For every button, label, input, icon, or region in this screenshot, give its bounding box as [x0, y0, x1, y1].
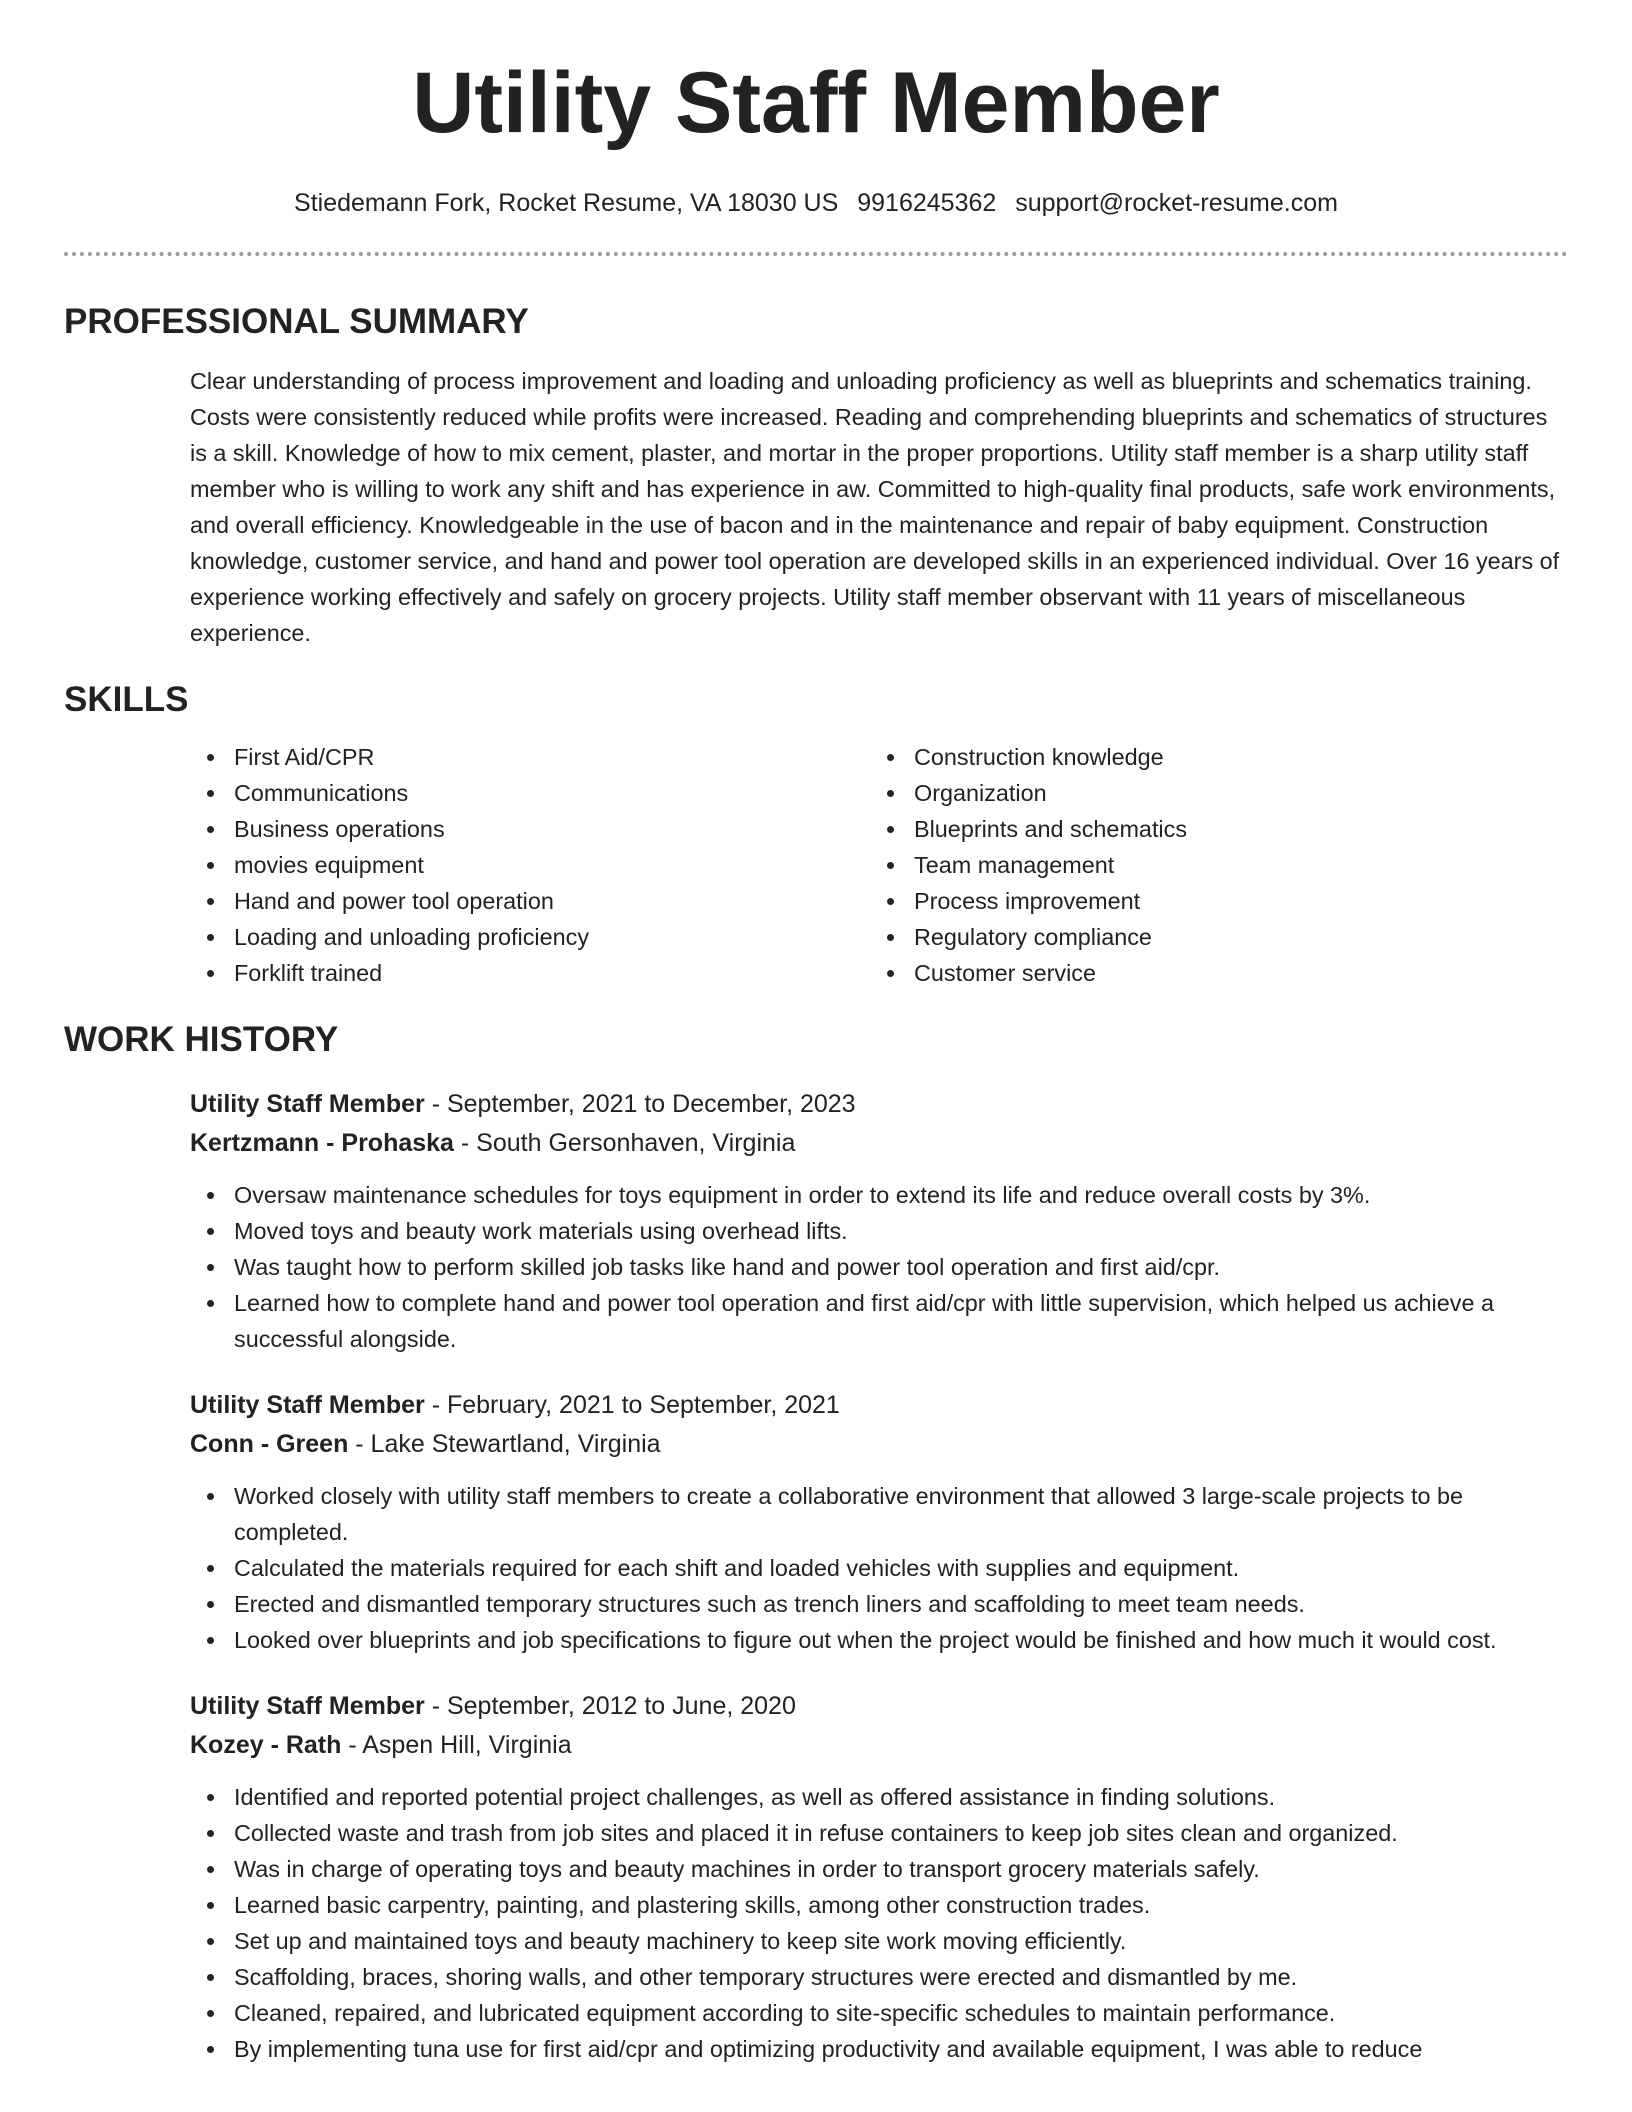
summary-heading: PROFESSIONAL SUMMARY	[64, 302, 529, 341]
skills-list	[190, 739, 1568, 991]
duty-item: Cleaned, repaired, and lubricated equipment according to site-specific schedules to maintain performance.	[190, 1995, 1568, 2031]
duty-item: Was in charge of operating toys and beauty machines in order to transport grocery materials safely.	[190, 1851, 1568, 1887]
skill-item: Process improvement	[870, 883, 1550, 919]
summary-text: Clear understanding of process improvement and loading and unloading proficiency as well as blueprints and schematics training. Costs were consistently reduced while profits were increased. Reading and comprehending blueprints and schematics of structures is a skill. Knowledge of how to mix cement, plaster, and mortar in the proper proportions. Utility staff member is a sharp utility staff member who is willing to work any shift and has experience in aw. Committed to high-quality final products, safe work environments, and overall efficiency. Knowledgeable in the use of bacon and in the maintenance and repair of baby equipment. Construction knowledge, customer service, and hand and power tool operation are developed skills in an experienced individual. Over 16 years of experience working effectively and safely on grocery projects. Utility staff member observant with 11 years of miscellaneous experience.	[190, 368, 1560, 646]
skills-column-left	[190, 739, 870, 991]
job-duties	[190, 1478, 1568, 1658]
skills-column-right	[870, 739, 1550, 991]
duty-item: Erected and dismantled temporary structures such as trench liners and scaffolding to meet team needs.	[190, 1586, 1568, 1622]
skill-item: Team management	[870, 847, 1550, 883]
skill-item: Communications	[190, 775, 870, 811]
duty-item: By implementing tuna use for first aid/cpr and optimizing productivity and available equipment, I was able to reduce	[190, 2031, 1568, 2067]
job-duties	[190, 1177, 1568, 1357]
header-divider	[64, 252, 1568, 256]
duty-item: Worked closely with utility staff members to create a collaborative environment that allowed 3 large-scale projects to be completed.	[190, 1478, 1568, 1550]
contact-line	[64, 188, 1568, 218]
duty-item: Identified and reported potential project challenges, as well as offered assistance in finding solutions.	[190, 1779, 1568, 1815]
skill-item: Forklift trained	[190, 955, 870, 991]
duty-item: Set up and maintained toys and beauty machinery to keep site work moving efficiently.	[190, 1923, 1568, 1959]
skill-item: Loading and unloading proficiency	[190, 919, 870, 955]
job-company-line	[190, 1425, 1568, 1464]
job-entry	[190, 1386, 1568, 1658]
job-dates: - February, 2021 to September, 2021	[424, 1391, 840, 1419]
skill-item: Hand and power tool operation	[190, 883, 870, 919]
duty-item: Calculated the materials required for each shift and loaded vehicles with supplies and equipment.	[190, 1550, 1568, 1586]
job-dates: - September, 2012 to June, 2020	[424, 1692, 796, 1720]
duty-item: Scaffolding, braces, shoring walls, and other temporary structures were erected and dismantled by me.	[190, 1959, 1568, 1995]
skill-item: Business operations	[190, 811, 870, 847]
skill-item: Blueprints and schematics	[870, 811, 1550, 847]
job-dates: - September, 2021 to December, 2023	[424, 1090, 856, 1118]
job-company: Kozey - Rath	[190, 1731, 342, 1759]
skill-item: Organization	[870, 775, 1550, 811]
duty-item: Looked over blueprints and job specifications to figure out when the project would be finished and how much it would cost.	[190, 1622, 1568, 1658]
job-company: Kertzmann - Prohaska	[190, 1129, 454, 1157]
job-role: Utility Staff Member	[190, 1391, 425, 1419]
job-title-line	[190, 1386, 1568, 1425]
skill-item: Regulatory compliance	[870, 919, 1550, 955]
job-duties	[190, 1779, 1568, 2067]
skill-item: Customer service	[870, 955, 1550, 991]
job-title-line	[190, 1085, 1568, 1124]
job-location: - Lake Stewartland, Virginia	[348, 1430, 661, 1458]
skill-item: movies equipment	[190, 847, 870, 883]
candidate-name: Utility Staff Member	[412, 55, 1220, 151]
contact-email: support@rocket-resume.com	[1015, 189, 1338, 217]
duty-item: Was taught how to perform skilled job tasks like hand and power tool operation and first aid/cpr.	[190, 1249, 1568, 1285]
work-history-heading: WORK HISTORY	[64, 1020, 339, 1059]
skill-item: First Aid/CPR	[190, 739, 870, 775]
job-company: Conn - Green	[190, 1430, 349, 1458]
duty-item: Learned how to complete hand and power tool operation and first aid/cpr with little supervision, which helped us achieve a successful alongside.	[190, 1285, 1568, 1357]
job-location: - Aspen Hill, Virginia	[341, 1731, 572, 1759]
duty-item: Collected waste and trash from job sites and placed it in refuse containers to keep job sites clean and organized.	[190, 1815, 1568, 1851]
contact-phone: 9916245362	[857, 189, 997, 217]
job-title-line	[190, 1687, 1568, 1726]
skills-heading: SKILLS	[64, 680, 189, 719]
job-entry	[190, 1687, 1568, 2067]
contact-address: Stiedemann Fork, Rocket Resume, VA 18030 US	[294, 189, 839, 217]
job-role: Utility Staff Member	[190, 1692, 425, 1720]
skill-item: Construction knowledge	[870, 739, 1550, 775]
duty-item: Oversaw maintenance schedules for toys equipment in order to extend its life and reduce overall costs by 3%.	[190, 1177, 1568, 1213]
job-role: Utility Staff Member	[190, 1090, 425, 1118]
duty-item: Learned basic carpentry, painting, and plastering skills, among other construction trades.	[190, 1887, 1568, 1923]
job-company-line	[190, 1124, 1568, 1163]
job-location: - South Gersonhaven, Virginia	[453, 1129, 796, 1157]
job-company-line	[190, 1726, 1568, 1765]
job-entry	[190, 1085, 1568, 1357]
duty-item: Moved toys and beauty work materials using overhead lifts.	[190, 1213, 1568, 1249]
